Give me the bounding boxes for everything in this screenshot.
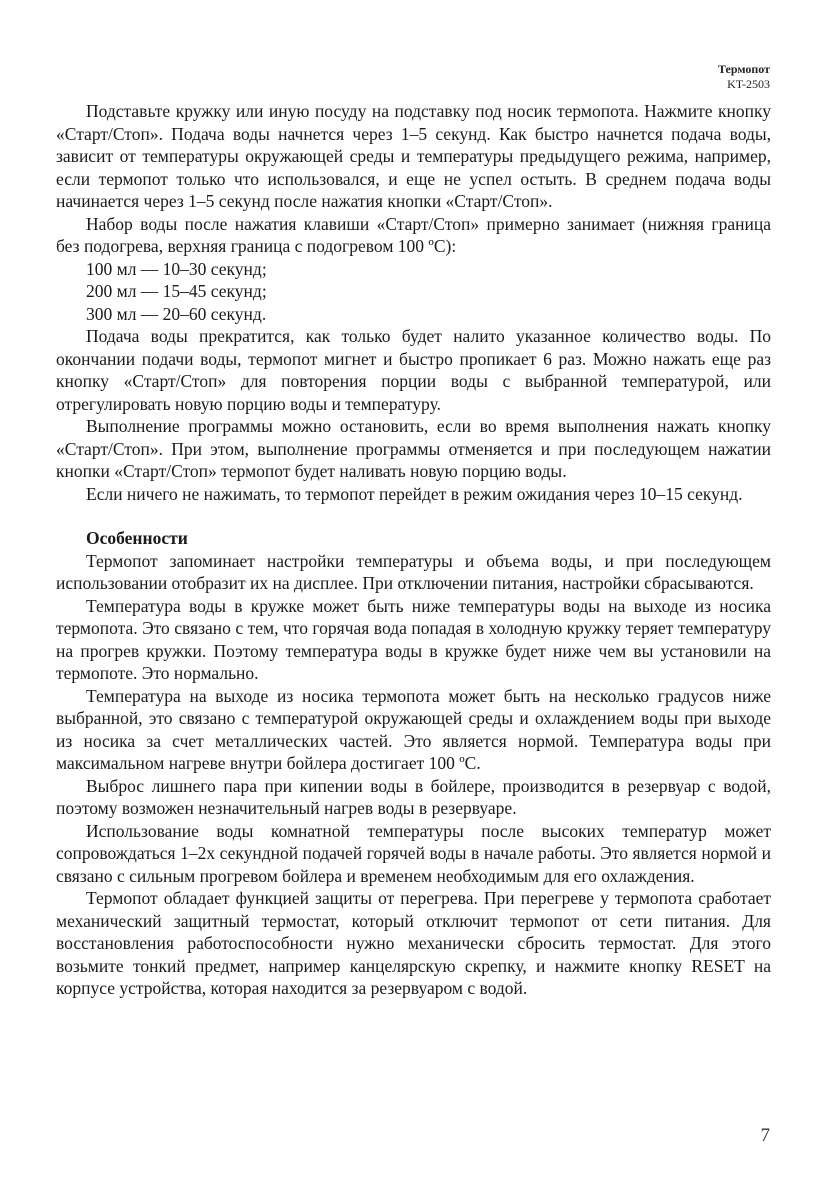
page-header — [718, 62, 770, 92]
paragraph-cup-temperature: Температура воды в кружке может быть ниже температуры воды на выходе из носика термопота. Это связано с тем, что горячая вода попадая в холодную кружку теряет температуру на прогрев кружки. Поэтому температура воды в кружке будет ниже чем вы установили на термопоте. Это нормально. — [56, 595, 771, 683]
paragraph-steam-release: Выброс лишнего пара при кипении воды в бойлере, производится в резервуар с водой, поэтому возможен незначительный нагрев воды в резервуаре. — [56, 775, 771, 818]
list-item-100ml: 100 мл — 10–30 секунд; — [86, 258, 267, 279]
header-model-number: KT-2503 — [727, 77, 770, 91]
list-item-300ml: 300 мл — 20–60 секунд. — [86, 303, 267, 324]
list-item-200ml: 200 мл — 15–45 секунд; — [86, 281, 267, 301]
paragraph-dispense-stop: Подача воды прекратится, как только будет налито указанное количество воды. По окончании подачи воды, термопот мигнет и быстро пропикает 6 раз. Можно нажать еще раз кнопку «Старт/Стоп» для повторения порции воды с выбранной температурой, или отрегулировать новую порцию воды и температуру. — [56, 326, 771, 414]
paragraph-program-cancel: Выполнение программы можно остановить, если во время выполнения нажать кнопку «Старт/Стоп». При этом, выполнение программы отменяется и при последующем нажатии кнопки «Старт/Стоп» термопот будет наливать новую порцию воды. — [56, 416, 771, 481]
paragraph-water-dispense-start: Подставьте кружку или иную посуду на подставку под носик термопота. Нажмите кнопку «Старт/Стоп». Подача воды начнется через 1–5 секунд. Как быстро начнется подача воды, зависит от температуры окружающей среды и температуры предыдущего режима, например, если термопот только что использовался, и еще не успел остыть. В среднем подача воды начинается через 1–5 секунд после нажатия кнопки «Старт/Стоп». — [56, 101, 771, 211]
paragraph-spout-temperature: Температура на выходе из носика термопота может быть на несколько градусов ниже выбранной, это связано с температурой окружающей среды и охлаждением воды при выходе из носика за счет металлических частей. Это является нормой. Температура воды при максимальном нагреве внутри бойлера достигает 100 ºС. — [56, 685, 771, 773]
paragraph-overheat-protection: Термопот обладает функцией защиты от перегрева. При перегреве у термопота сработает механический защитный термостат, который отключит термопот от сети питания. Для восстановления работоспособности нужно механически сбросить термостат. Для этого возьмите тонкий предмет, например канцелярскую скрепку, и нажмите кнопку RESET на корпусе устройства, которая находится за резервуаром с водой. — [56, 888, 771, 998]
paragraph-standby: Если ничего не нажимать, то термопот перейдет в режим ожидания через 10–15 секунд. — [86, 483, 743, 504]
paragraph-room-temperature-water: Использование воды комнатной температуры после высоких температур может сопровождаться 1–2х секундной подачей горячей воды в начале работы. Это является нормой и связано с сильным прогревом бойлера и временем необходимым для его охлаждения. — [56, 820, 771, 886]
page-body — [56, 100, 771, 1000]
page-number: 7 — [760, 1125, 770, 1146]
paragraph-fill-time-intro: Набор воды после нажатия клавиши «Старт/Стоп» примерно занимает (нижняя граница без подогрева, верхняя граница с подогревом 100 ºС): — [56, 213, 771, 256]
section-heading-features: Особенности — [86, 528, 188, 548]
paragraph-settings-memory: Термопот запоминает настройки температуры и объема воды, и при последующем использовании отобразит их на дисплее. При отключении питания, настройки сбрасываются. — [56, 550, 771, 593]
header-product-name: Термопот — [717, 62, 770, 76]
